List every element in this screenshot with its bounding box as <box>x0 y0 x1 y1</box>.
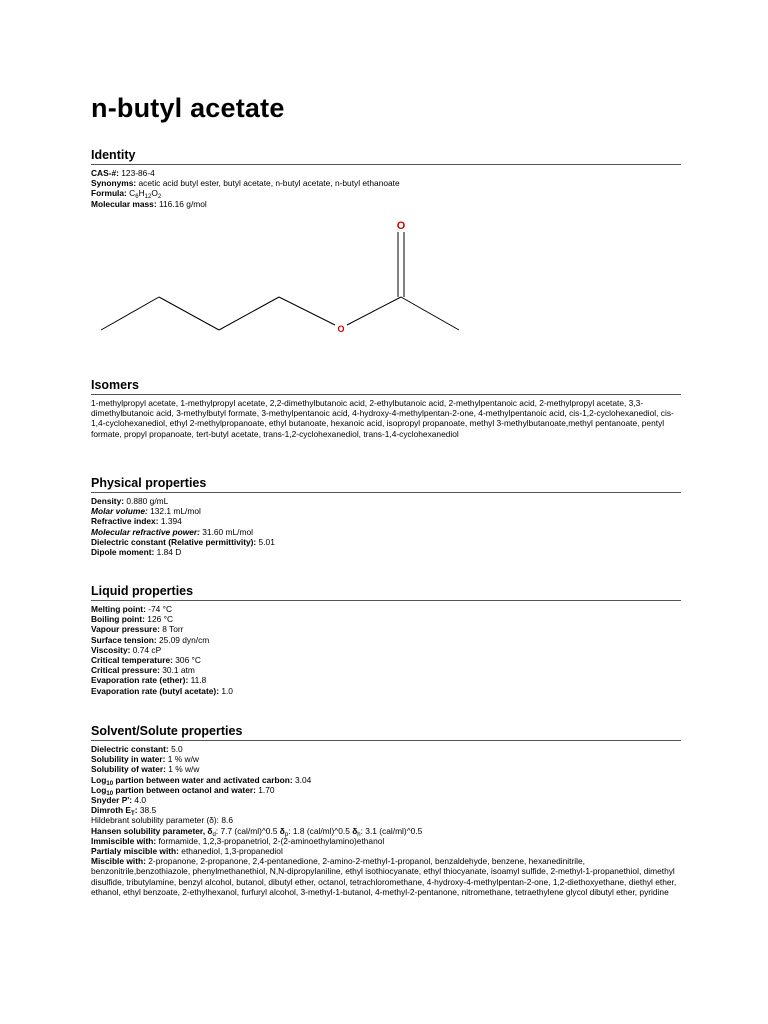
evaporation-rate-butyl-acetate-row: Evaporation rate (butyl acetate): 1.0 <box>91 685 233 696</box>
synonyms-label: Synonyms: <box>91 178 137 189</box>
cas-label: CAS-#: <box>91 168 119 178</box>
dimroth-row: Dimroth $E_T$: 38.5 <box>91 805 157 818</box>
cas-row <box>91 168 681 178</box>
synonyms-row <box>91 178 681 188</box>
refractive-index-row: Refractive index: 1.394 <box>91 516 182 527</box>
mass-value: 116.16 g/mol <box>158 198 207 209</box>
log-carbon-row: Log$_{10}$ partion between water and activated carbon: 3.04 <box>91 774 312 787</box>
solvent-section <box>91 724 681 897</box>
mass-label: Molecular mass: <box>91 198 157 209</box>
ester-oxygen-label: O <box>337 324 345 334</box>
liquid-section <box>91 584 681 696</box>
critical-pressure-row: Critical pressure: 30.1 atm <box>91 665 195 676</box>
molecule-structure-diagram <box>91 210 471 340</box>
isomers-section <box>91 378 681 439</box>
boiling-point-row: Boiling point: 126 °C <box>91 614 173 625</box>
page-title: n-butyl acetate <box>91 93 285 123</box>
solubility-of-water-row: Solubility of water: 1 % w/w <box>91 764 200 775</box>
dipole-moment-row: Dipole moment: 1.84 D <box>91 547 182 558</box>
liquid-heading: Liquid properties <box>91 584 681 601</box>
miscible-row: Miscible with: 2-propanone, 2-propanone, 2,4-pentanedione, 2-amino-2-methyl-1-propanol, benzaldehyde, benzene, hexanedinitrile, benzonitrile,benzothiazole, phenylmethanethiol, N,N-dipropylaniline, ethyl isothiocyanate, ethyl thiocyanate, isoamyl sulfide, 2-methyl-1-propanethiol, dimethyl disulfide, tributylamine, benzyl alcohol, butanol, dibutyl ether, octanol, tetrachloromethane, 4-hydroxy-4-methylpentan-2-one, 1,2-diethoxyethane, diethyl ether, ethanol, ethyl benzoate, 2-ethylhexanol, furfuryl alcohol, 3-methyl-1-butanol, 4-methyl-2-pentanone, nitromethane, tetraethylene glycol dibutyl ether, pyridine <box>91 856 677 897</box>
synonyms-value: acetic acid butyl ester, butyl acetate, n-butyl acetate, n-butyl ethanoate <box>138 178 400 189</box>
identity-heading: Identity <box>91 148 681 165</box>
molecular-refractive-power-row: Molecular refractive power: 31.60 mL/mol <box>91 526 253 537</box>
formula-row <box>91 188 681 201</box>
log-octanol-row: Log$_{10}$ partion between octanol and water: 1.70 <box>91 784 275 797</box>
isomers-text: 1-methylpropyl acetate, 1-methylpropyl acetate, 2,2-dimethylbutanoic acid, 2-ethylbutanoic acid, 2-methylpentanoic acid, 2-methylpropyl acetate, 3,3-dimethylbutanoic acid, 3-methylbutyl formate, 3-methylpentanoic acid, 4-hydroxy-4-methylpentan-2-one, 4-methylpentanoic acid, cis-1,2-cyclohexanediol, cis-1,4-cyclohexanediol, ethyl 2-methylpropanoate, ethyl butanoate, hexanoic acid, isopropyl propanoate, methyl 3-methylbutanoate,methyl pentanoate, pentyl formate, propyl propanoate, tert-butyl acetate, trans-1,2-cyclohexanediol, trans-1,4-cyclohexanediol <box>91 398 674 439</box>
density-row: Density: 0.880 g/mL <box>91 496 169 506</box>
solvent-dielectric-row: Dielectric constant: 5.0 <box>91 744 183 754</box>
formula-value: $C_6H_{12}O_2$ <box>129 188 162 201</box>
snyder-row: Snyder P': 4.0 <box>91 795 147 806</box>
critical-temperature-row: Critical temperature: 306 °C <box>91 655 201 666</box>
solvent-heading: Solvent/Solute properties <box>91 724 681 741</box>
viscosity-row: Viscosity: 0.74 cP <box>91 644 162 655</box>
solubility-in-water-row: Solubility in water: 1 % w/w <box>91 754 199 765</box>
cas-value: 123-86-4 <box>121 168 155 178</box>
immiscible-row: Immiscible with: formamide, 1,2,3-propanetriol, 2-(2-aminoethylamino)ethanol <box>91 835 385 846</box>
molar-volume-row: Molar volume: 132.1 mL/mol <box>91 506 201 517</box>
dielectric-constant-row: Dielectric constant (Relative permittivity): 5.01 <box>91 536 275 547</box>
evaporation-rate-ether-row: Evaporation rate (ether): 11.8 <box>91 675 207 686</box>
melting-point-row: Melting point: -74 °C <box>91 604 173 614</box>
partial-miscible-row: Partialy miscible with: ethanediol, 1,3-propanediol <box>91 846 283 857</box>
bond-lines <box>101 232 459 330</box>
vapour-pressure-row: Vapour pressure: 8 Torr <box>91 624 184 635</box>
mass-row <box>91 199 681 209</box>
isomers-heading: Isomers <box>91 378 681 395</box>
formula-label: Formula: <box>91 188 127 199</box>
surface-tension-row: Surface tension: 25.09 dyn/cm <box>91 634 210 645</box>
identity-section <box>91 148 681 209</box>
physical-section <box>91 476 681 557</box>
hansen-row: Hansen solubility parameter, $\delta_d$: 7.7 (cal/ml)^0.5 $\delta_p$: 1.8 (cal/ml)^0.5 $\delta_h$: 3.1 (cal/ml)^0.5 <box>91 825 423 838</box>
hildebrant-row: Hildebrant solubility parameter (δ): 8.6 <box>91 815 233 826</box>
physical-heading: Physical properties <box>91 476 681 493</box>
carbonyl-oxygen-label: O <box>396 220 406 232</box>
